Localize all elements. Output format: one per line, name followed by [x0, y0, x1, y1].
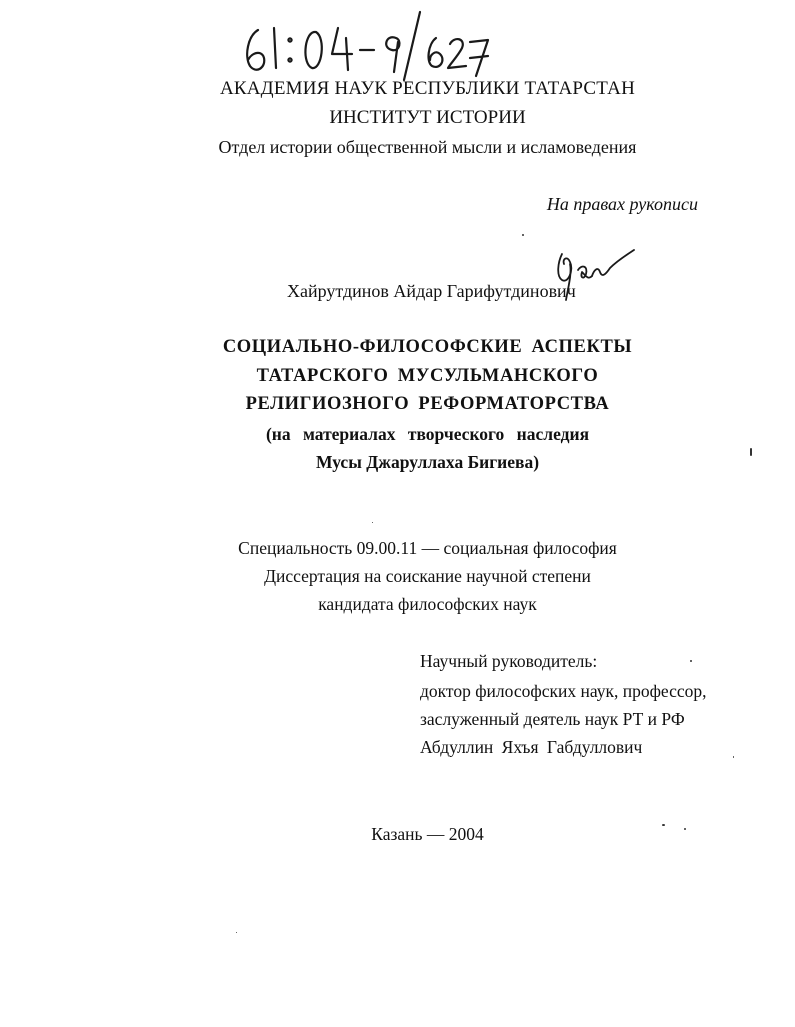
- author-signature: [548, 240, 638, 306]
- academy-heading: АКАДЕМИЯ НАУК РЕСПУБЛИКИ ТАТАРСТАН: [219, 78, 636, 99]
- supervisor-label: Научный руководитель:: [420, 651, 598, 671]
- degree-line: кандидата философских наук: [318, 594, 537, 614]
- archive-mark-drawing: [236, 8, 496, 88]
- title-line-1: СОЦИАЛЬНО-ФИЛОСОФСКИЕ АСПЕКТЫ: [222, 337, 633, 357]
- supervisor-honor: заслуженный деятель наук РТ и РФ: [420, 709, 685, 729]
- supervisor-name: Абдуллин Яхъя Габдуллович: [420, 737, 643, 757]
- scan-speck: [236, 932, 237, 933]
- scan-speck: [690, 660, 692, 662]
- scan-speck: [662, 824, 665, 826]
- specialty-line: Специальность 09.00.11 — социальная философия: [238, 538, 617, 558]
- title-line-3: РЕЛИГИОЗНОГО РЕФОРМАТОРСТВА: [245, 394, 610, 414]
- rights-note: На правах рукописи: [546, 194, 698, 214]
- supervisor-degree: доктор философских наук, профессор,: [420, 681, 707, 701]
- city-year: Казань — 2004: [371, 824, 484, 844]
- scan-speck: [372, 522, 373, 523]
- scan-speck: [733, 756, 734, 758]
- title-line-4: (на материалах творческого наследия: [265, 424, 590, 444]
- scan-speck: [750, 448, 752, 456]
- department-heading: Отдел истории общественной мысли и исламоведения: [218, 137, 637, 157]
- scan-speck: [684, 828, 686, 830]
- institute-heading: ИНСТИТУТ ИСТОРИИ: [329, 107, 526, 128]
- author-name: Хайрутдинов Айдар Гарифутдинович: [287, 281, 576, 301]
- title-line-2: ТАТАРСКОГО МУСУЛЬМАНСКОГО: [256, 366, 599, 386]
- dissertation-line: Диссертация на соискание научной степени: [264, 566, 591, 586]
- handwritten-archive-mark: [236, 8, 496, 88]
- scan-speck: [522, 234, 524, 236]
- signature-drawing: [548, 240, 638, 306]
- title-line-5: Мусы Джаруллаха Бигиева): [315, 452, 540, 472]
